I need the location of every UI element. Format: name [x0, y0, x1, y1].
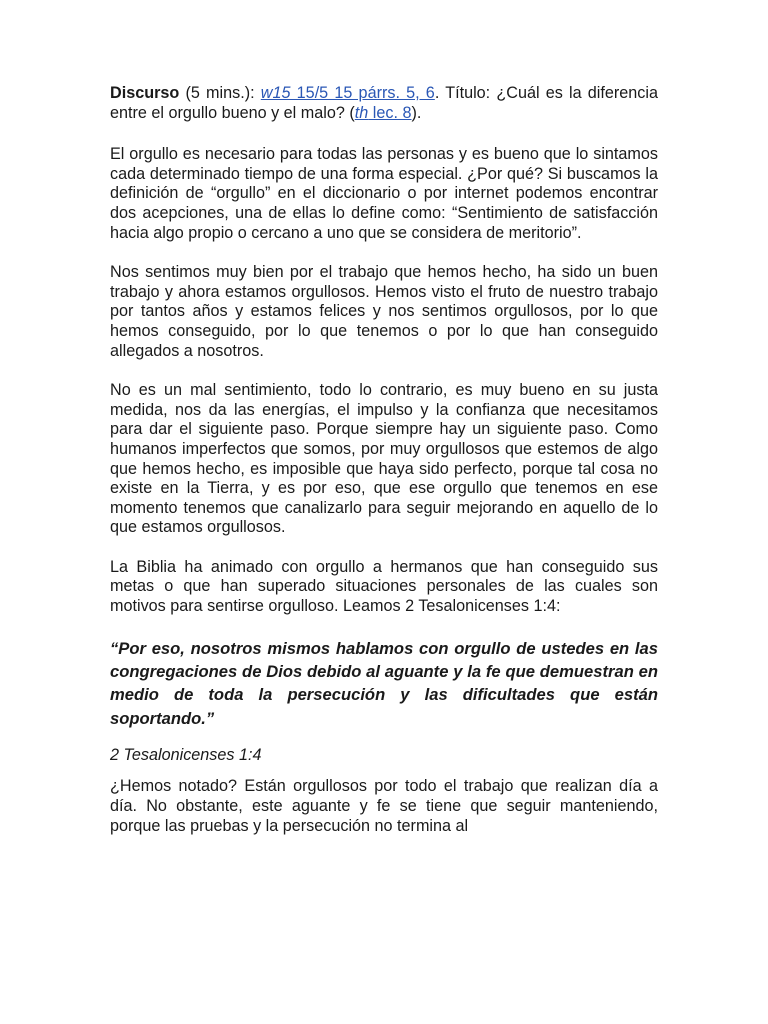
w15-link[interactable]: w15 [260, 84, 291, 102]
discurso-label: Discurso [110, 84, 180, 102]
bible-quote: “Por eso, nosotros mismos hablamos con orgullo de ustedes en las congregaciones de Dios debido al aguante y la fe que demuestran en medio de toda la persecución y las dificultades que están soportando.” [110, 638, 658, 728]
paragraph-3: No es un mal sentimiento, todo lo contrario, es muy bueno en su justa medida, nos da las energías, el impulso y la confianza que necesitamos para dar el siguiente paso. Porque siempre hay un siguiente paso. Como humanos imperfectos que somos, por muy orgullosos que estemos de algo que hemos hecho, es imposible que haya sido perfecto, porque tal cosa no existe en la Tierra, y es por eso, que ese orgullo que tenemos en ese momento tenemos que canalizarlo para seguir mejorando en aquello de lo que estamos orgullosos. [110, 381, 658, 537]
quote-citation: 2 Tesalonicenses 1:4 [110, 745, 262, 764]
heading-close: ). [411, 103, 422, 122]
final-paragraph: ¿Hemos notado? Están orgullosos por todo el trabajo que realizan día a día. No obstante, este aguante y fe se tiene que seguir manteniendo, porque las pruebas y la persecución no termina al [110, 777, 658, 835]
title-text: . Título: ¿Cuál es la diferencia entre el orgullo bueno y el malo? ( [110, 84, 658, 122]
heading-paragraph [110, 84, 658, 123]
paragraph-2: Nos sentimos muy bien por el trabajo que hemos hecho, ha sido un buen trabajo y ahora estamos orgullosos. Hemos visto el fruto de nuestro trabajo por tantos años y estamos felices y nos sentimos orgullosos, por lo que hemos conseguido, por lo que tenemos o por lo que han conseguido allegados a nosotros. [110, 263, 658, 360]
duration-text: (5 mins.): [179, 84, 261, 102]
paragraph-4: La Biblia ha animado con orgullo a hermanos que han conseguido sus metas o que han superado situaciones personales de las cuales son motivos para sentirse orgulloso. Leamos 2 Tesalonicenses 1:4: [110, 557, 658, 616]
paragraph-1: El orgullo es necesario para todas las personas y es bueno que lo sintamos cada determinado tiempo de una forma especial. ¿Por qué? Si buscamos la definición de “orgullo” en el diccionario o por internet podemos encontrar dos acepciones, una de ellas lo define como: “Sentimiento de satisfacción hacia algo propio o cercano a uno que se considera de meritorio”. [110, 145, 658, 242]
th-link[interactable]: th [354, 103, 369, 122]
lec-link[interactable]: lec. 8 [368, 103, 412, 122]
parrs-link[interactable]: 15/5 15 párrs. 5, 6 [290, 84, 435, 102]
